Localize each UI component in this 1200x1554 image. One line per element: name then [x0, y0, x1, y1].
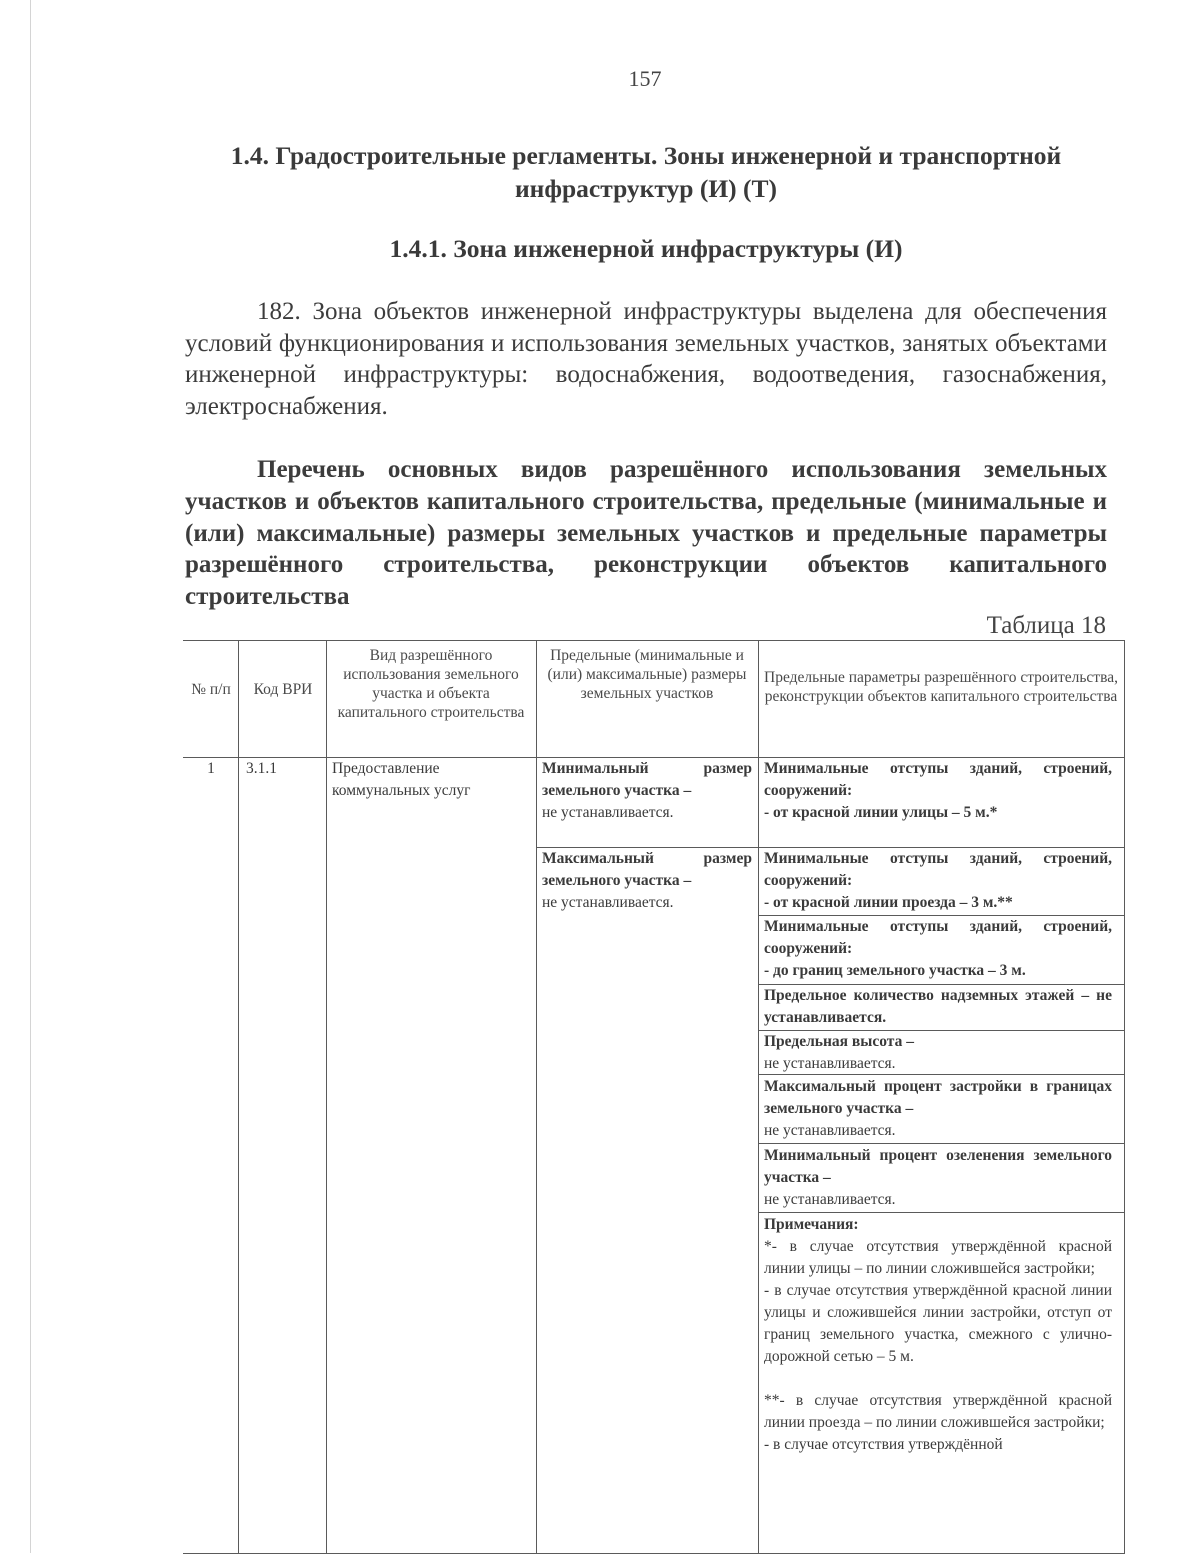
param-building-percent	[764, 1076, 1112, 1142]
param-offset-street-title: Минимальные отступы зданий, строений, сооружений:	[764, 760, 1112, 799]
header-use: Вид разрешённого использования земельного участка и объекта капитального строительства	[337, 647, 525, 721]
size-max-value: не устанавливается.	[542, 894, 674, 911]
header-sizes: Предельные (минимальные и (или) максимальные) размеры земельных участков	[547, 647, 747, 702]
param-building-percent-value: не устанавливается.	[764, 1122, 896, 1139]
table-top-border	[183, 640, 1125, 641]
param-height-title: Предельная высота –	[764, 1033, 914, 1050]
note-item-4: - в случае отсутствия утверждённой	[764, 1436, 1003, 1453]
header-num: № п/п	[191, 681, 231, 698]
section-heading: 1.4. Градостроительные регламенты. Зоны инженерной и транспортной инфраструктур (И) (Т)	[230, 141, 1062, 203]
notes-title: Примечания:	[764, 1216, 859, 1233]
param-offset-boundary	[764, 916, 1112, 982]
row-num: 1	[207, 760, 215, 777]
scan-edge-line	[30, 0, 31, 1553]
paragraph-182: 182. Зона объектов инженерной инфраструктуры выделена для обеспечения условий функционирования и использования земельных участков, занятых объектами инженерной инфраструктуры: водоснабжения, водоотведения, газоснабжения, электроснабжения.	[185, 298, 1107, 420]
table-caption: Таблица 18	[986, 612, 1106, 639]
size-min-value: не устанавливается.	[542, 804, 674, 821]
row-use: Предоставление коммунальных услуг	[332, 760, 471, 799]
col-border-2	[326, 640, 327, 1553]
param-offset-passage-value: - от красной линии проезда – 3 м.**	[764, 894, 1013, 911]
param-offset-boundary-value: - до границ земельного участка – 3 м.	[764, 962, 1026, 979]
size-max-title: Максимальный размер земельного участка –	[542, 850, 752, 889]
params-divider-7	[758, 1212, 1125, 1213]
param-offset-passage-title: Минимальные отступы зданий, строений, сооружений:	[764, 850, 1112, 889]
list-title: Перечень основных видов разрешённого использования земельных участков и объектов капитального строительства, предельные (минимальные и (или) максимальные) размеры земельных участков и предельные параметры разрешённого строительства, реконструкции объектов капитального строительства	[185, 456, 1107, 611]
param-greenery-percent-value: не устанавливается.	[764, 1191, 896, 1208]
param-offset-street	[764, 758, 1112, 824]
param-height-value: не устанавливается.	[764, 1055, 896, 1072]
subsection-heading: 1.4.1. Зона инженерной инфраструктуры (И)	[389, 234, 903, 263]
param-height	[764, 1031, 1112, 1075]
param-offset-street-value: - от красной линии улицы – 5 м.*	[764, 804, 998, 821]
param-floors: Предельное количество надземных этажей – не устанавливается.	[764, 987, 1112, 1026]
size-max-cell	[542, 848, 752, 914]
note-item-1: *- в случае отсутствия утверждённой красной линии улицы – по линии сложившейся застройки;	[764, 1238, 1112, 1277]
note-item-2: - в случае отсутствия утверждённой красной линии улицы и сложившейся линии застройки, отступ от границ земельного участка, смежного с улично-дорожной сетью – 5 м.	[764, 1282, 1112, 1365]
size-min-cell	[542, 758, 752, 824]
page-number: 157	[628, 66, 662, 91]
col-border-right	[1124, 640, 1125, 1553]
note-item-3: **- в случае отсутствия утверждённой красной линии проезда – по линии сложившейся застройки;	[764, 1392, 1112, 1431]
row-code: 3.1.1	[246, 760, 277, 777]
params-divider-6	[758, 1143, 1125, 1144]
param-greenery-percent-title: Минимальный процент озеленения земельного участка –	[764, 1147, 1112, 1186]
col-border-4	[758, 640, 759, 1553]
size-min-title: Минимальный размер земельного участка –	[542, 760, 752, 799]
notes-cell	[764, 1214, 1112, 1456]
param-building-percent-title: Максимальный процент застройки в границах земельного участка –	[764, 1078, 1112, 1117]
param-offset-boundary-title: Минимальные отступы зданий, строений, сооружений:	[764, 918, 1112, 957]
param-greenery-percent	[764, 1145, 1112, 1211]
param-offset-passage	[764, 848, 1112, 914]
note-spacer	[764, 1368, 1112, 1390]
col-border-3	[536, 640, 537, 1553]
col-border-1	[238, 640, 239, 1553]
header-params: Предельные параметры разрешённого строительства, реконструкции объектов капитального строительства	[764, 669, 1118, 705]
header-code: Код ВРИ	[253, 681, 313, 698]
